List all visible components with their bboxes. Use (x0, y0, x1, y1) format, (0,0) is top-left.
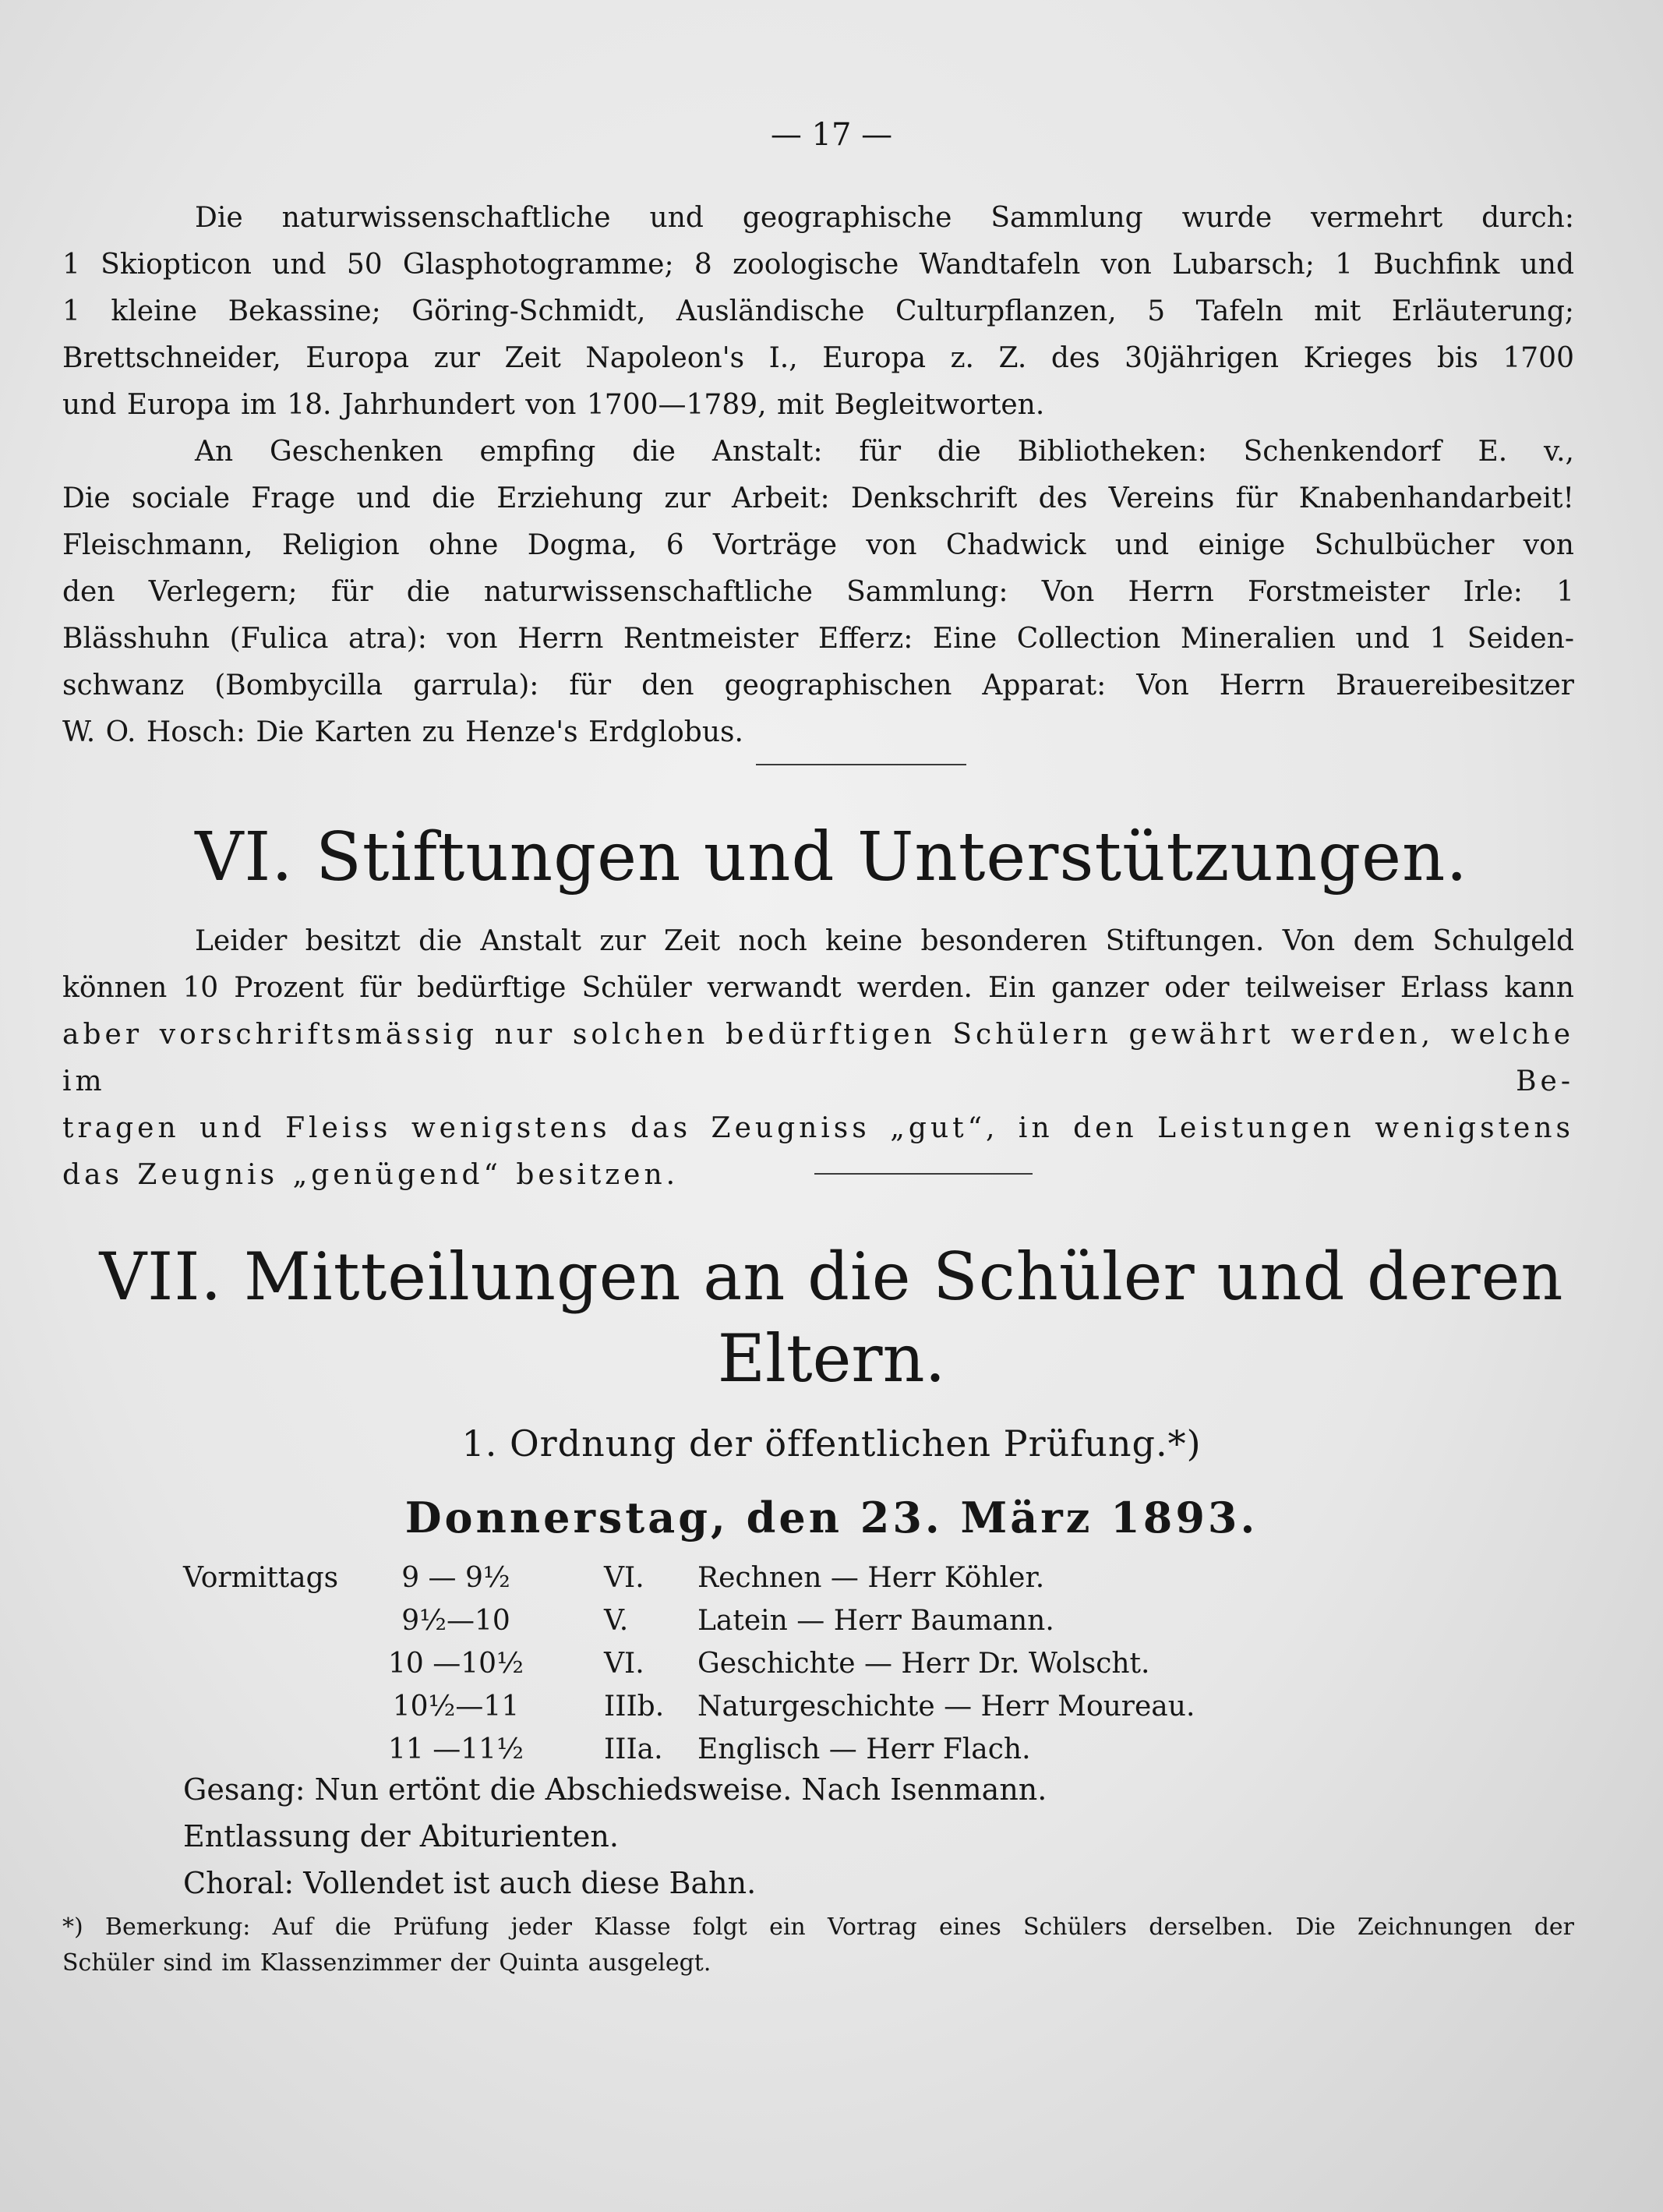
text-line: Fleischmann, Religion ohne Dogma, 6 Vorträge von Chadwick und einige Schulbücher von (62, 529, 1574, 561)
text-line: und Europa im 18. Jahrhundert von 1700—1789, mit Begleitworten. (62, 389, 1045, 421)
text-line: 1 kleine Bekassine; Göring-Schmidt, Ausländische Culturpflanzen, 5 Tafeln mit Erläuterung; (62, 295, 1574, 327)
text-line: tragen und Fleiss wenigstens das Zeugniss „gut“, in den Leistungen wenigstens (62, 1112, 1574, 1144)
closing-dismissal: Entlassung der Abiturienten. (183, 1819, 619, 1853)
text-line: können 10 Prozent für bedürftige Schüler verwandt werden. Ein ganzer oder teilweiser Erlass kann (62, 972, 1574, 1004)
text-line: den Verlegern; für die naturwissenschaftliche Sammlung: Von Herrn Forstmeister Irle: 1 (62, 576, 1574, 608)
section-heading-vi: VI. Stiftungen und Unterstützungen. (195, 818, 1468, 896)
schedule-time: 9 — 9½ (401, 1562, 510, 1594)
gifts-paragraph (62, 429, 1574, 756)
section-divider (814, 1173, 1033, 1175)
schedule-time: 9½—10 (401, 1605, 510, 1637)
subheading: 1. Ordnung der öffentlichen Prüfung.*) (461, 1422, 1202, 1465)
schedule-subject: Latein — Herr Baumann. (697, 1605, 1054, 1637)
text-line: Brettschneider, Europa zur Zeit Napoleon's I., Europa z. Z. des 30jährigen Krieges bis 1700 (62, 342, 1574, 374)
page-number: — 17 — (770, 117, 893, 153)
section-divider (756, 764, 966, 765)
schedule-subject: Geschichte — Herr Dr. Wolscht. (697, 1648, 1150, 1680)
footnote (62, 1910, 1574, 1981)
schedule-time: 11 —11½ (388, 1733, 524, 1765)
exam-date: Donnerstag, den 23. März 1893. (404, 1493, 1259, 1542)
schedule-subject: Naturgeschichte — Herr Moureau. (697, 1691, 1195, 1723)
schedule-subject: Englisch — Herr Flach. (697, 1733, 1031, 1765)
section-heading-vii: VII. Mitteilungen an die Schüler und deren (99, 1239, 1564, 1315)
stiftungen-paragraph (62, 918, 1574, 1199)
closing-song: Gesang: Nun ertönt die Abschiedsweise. Nach Isenmann. (183, 1772, 1047, 1807)
text-line: das Zeugnis „genügend“ besitzen. (62, 1159, 680, 1191)
closing-chorale: Choral: Vollendet ist auch diese Bahn. (183, 1866, 757, 1900)
text-line: An Geschenken empfing die Anstalt: für die Bibliotheken: Schenkendorf E. v., (195, 436, 1574, 468)
text-line: Leider besitzt die Anstalt zur Zeit noch keine besonderen Stiftungen. Von dem Schulgeld (195, 925, 1574, 957)
schedule-subject: Rechnen — Herr Köhler. (697, 1562, 1045, 1594)
schedule-class: VI. (604, 1648, 644, 1680)
schedule-time: 10 —10½ (388, 1648, 524, 1680)
footnote-line: Schüler sind im Klassenzimmer der Quinta ausgelegt. (62, 1949, 711, 1977)
schedule-class: VI. (604, 1562, 644, 1594)
schedule-time: 10½—11 (392, 1691, 520, 1723)
collections-paragraph (62, 195, 1574, 429)
text-line: Blässhuhn (Fulica atra): von Herrn Rentmeister Efferz: Eine Collection Mineralien und 1 Seiden- (62, 623, 1574, 655)
text-line: aber vorschriftsmässig nur solchen bedürftigen Schülern gewährt werden, welche im Be- (62, 1019, 1574, 1097)
text-line: schwanz (Bombycilla garrula): für den geographischen Apparat: Von Herrn Brauereibesitzer (62, 670, 1574, 701)
schedule-label: Vormittags (183, 1562, 339, 1594)
text-line: W. O. Hosch: Die Karten zu Henze's Erdglobus. (62, 716, 743, 748)
section-heading-vii-cont: Eltern. (717, 1320, 946, 1397)
text-line: Die naturwissenschaftliche und geographische Sammlung wurde vermehrt durch: (195, 202, 1574, 234)
text-line: Die sociale Frage und die Erziehung zur Arbeit: Denkschrift des Vereins für Knabenhandarbeit! (62, 482, 1574, 514)
schedule-class: IIIa. (604, 1733, 663, 1765)
schedule-class: V. (604, 1605, 629, 1637)
text-line: 1 Skiopticon und 50 Glasphotogramme; 8 zoologische Wandtafeln von Lubarsch; 1 Buchfink und (62, 249, 1574, 281)
footnote-line: *) Bemerkung: Auf die Prüfung jeder Klasse folgt ein Vortrag eines Schülers derselben. Die Zeichnungen der (62, 1913, 1574, 1941)
schedule-class: IIIb. (604, 1691, 665, 1723)
